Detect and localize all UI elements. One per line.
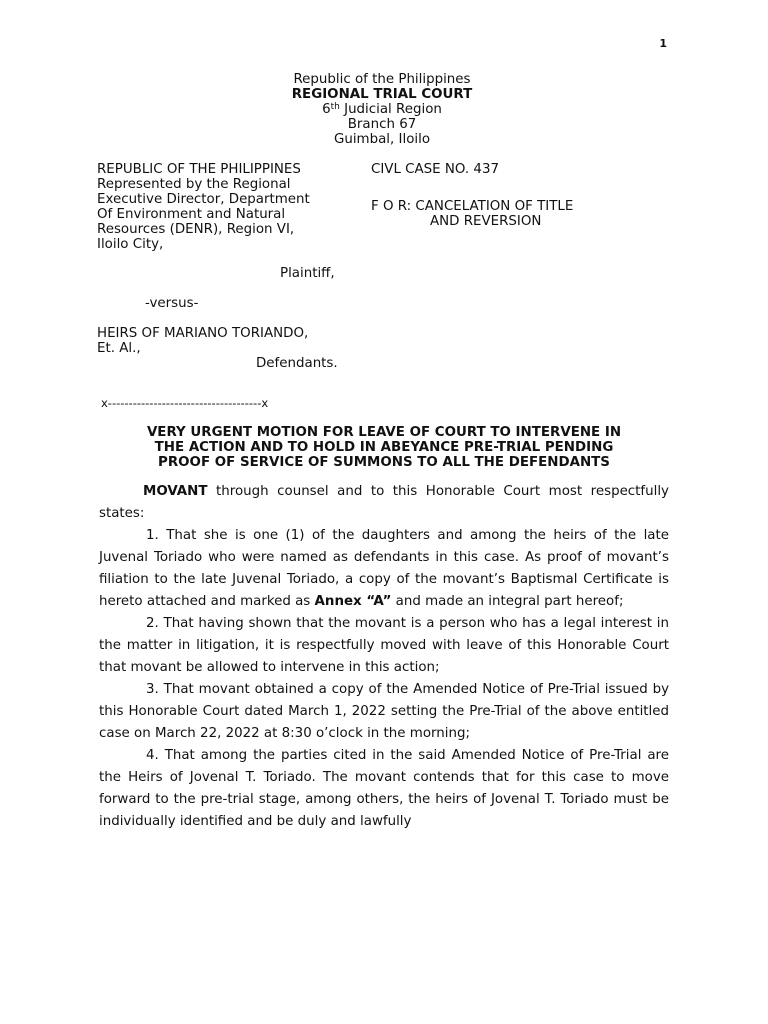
defendant-label: Defendants. [256, 356, 338, 371]
region-number: 6 [322, 102, 331, 117]
paragraph-4: 4. That among the parties cited in the said Amended Notice of Pre-Trial are the Heirs of Jovenal T. Toriado. The movant contends that for this case to move forward to the pre-trial stage, among others, the heirs of Jovenal T. Toriado must be individually identified and be duly and lawfully [99, 748, 669, 829]
header-judicial-region [0, 102, 768, 117]
plaintiff-line: Iloilo City, [97, 237, 164, 252]
title-line: VERY URGENT MOTION FOR LEAVE OF COURT TO INTERVENE IN [146, 425, 622, 440]
plaintiff-label: Plaintiff, [280, 266, 335, 281]
title-line: THE ACTION AND TO HOLD IN ABEYANCE PRE-TRIAL PENDING [154, 440, 614, 455]
paragraph-2: 2. That having shown that the movant is a person who has a legal interest in the matter in litigation, it is respectfully moved with leave of this Honorable Court that movant be allowed to intervene in this action; [99, 616, 669, 675]
header-branch: Branch 67 [347, 117, 417, 132]
header-location: Guimbal, Iloilo [333, 132, 431, 147]
case-details [371, 162, 573, 229]
page-number: 1 [659, 37, 667, 50]
region-text: Judicial Region [339, 102, 442, 117]
plaintiff-line: Resources (DENR), Region VI, [97, 222, 295, 237]
defendant-line: HEIRS OF MARIANO TORIANDO, [97, 326, 309, 341]
paragraph-1 [99, 525, 669, 613]
caption-separator: x-------------------------------------x [101, 396, 269, 410]
plaintiff-line: Executive Director, Department [97, 192, 310, 207]
case-nature-line2: AND REVERSION [430, 214, 542, 229]
region-suffix: th [330, 102, 340, 112]
defendant-line: Et. Al., [97, 341, 141, 356]
intro-paragraph [99, 481, 669, 525]
motion-body [99, 481, 669, 833]
title-line: PROOF OF SERVICE OF SUMMONS TO ALL THE DEFENDANTS [158, 455, 610, 470]
motion-title [0, 425, 768, 470]
plaintiff-line: Of Environment and Natural [97, 207, 286, 222]
intro-text: through counsel and to this Honorable Court most respectfully states: [99, 484, 669, 521]
versus-label: -versus- [145, 296, 199, 311]
paragraph-1-end: and made an integral part hereof; [391, 594, 624, 609]
plaintiff-line: Represented by the Regional [97, 177, 291, 192]
plaintiff-line: REPUBLIC OF THE PHILIPPINES [97, 162, 301, 177]
court-header [0, 72, 768, 147]
header-republic: Republic of the Philippines [293, 72, 471, 87]
case-nature: F O R: CANCELATION OF TITLE [371, 199, 574, 214]
paragraph-1-text: 1. That she is one (1) of the daughters and among the heirs of the late Juvenal Toriado who were named as defendants in this case. As proof of movant’s filiation to the late Juvenal Toriado, a copy of the movant’s Baptismal Certificate is hereto attached and marked as [99, 528, 669, 609]
case-number: CIVL CASE NO. 437 [371, 162, 499, 177]
movant-label: MOVANT [143, 484, 208, 499]
paragraph-3: 3. That movant obtained a copy of the Amended Notice of Pre-Trial issued by this Honorable Court dated March 1, 2022 setting the Pre-Trial of the above entitled case on March 22, 2022 at 8:30 o’clock in the morning; [99, 682, 669, 741]
case-caption-parties [97, 162, 310, 252]
header-court-name: REGIONAL TRIAL COURT [291, 87, 473, 102]
defendant-block [97, 326, 308, 356]
annex-label: Annex “A” [314, 594, 392, 609]
